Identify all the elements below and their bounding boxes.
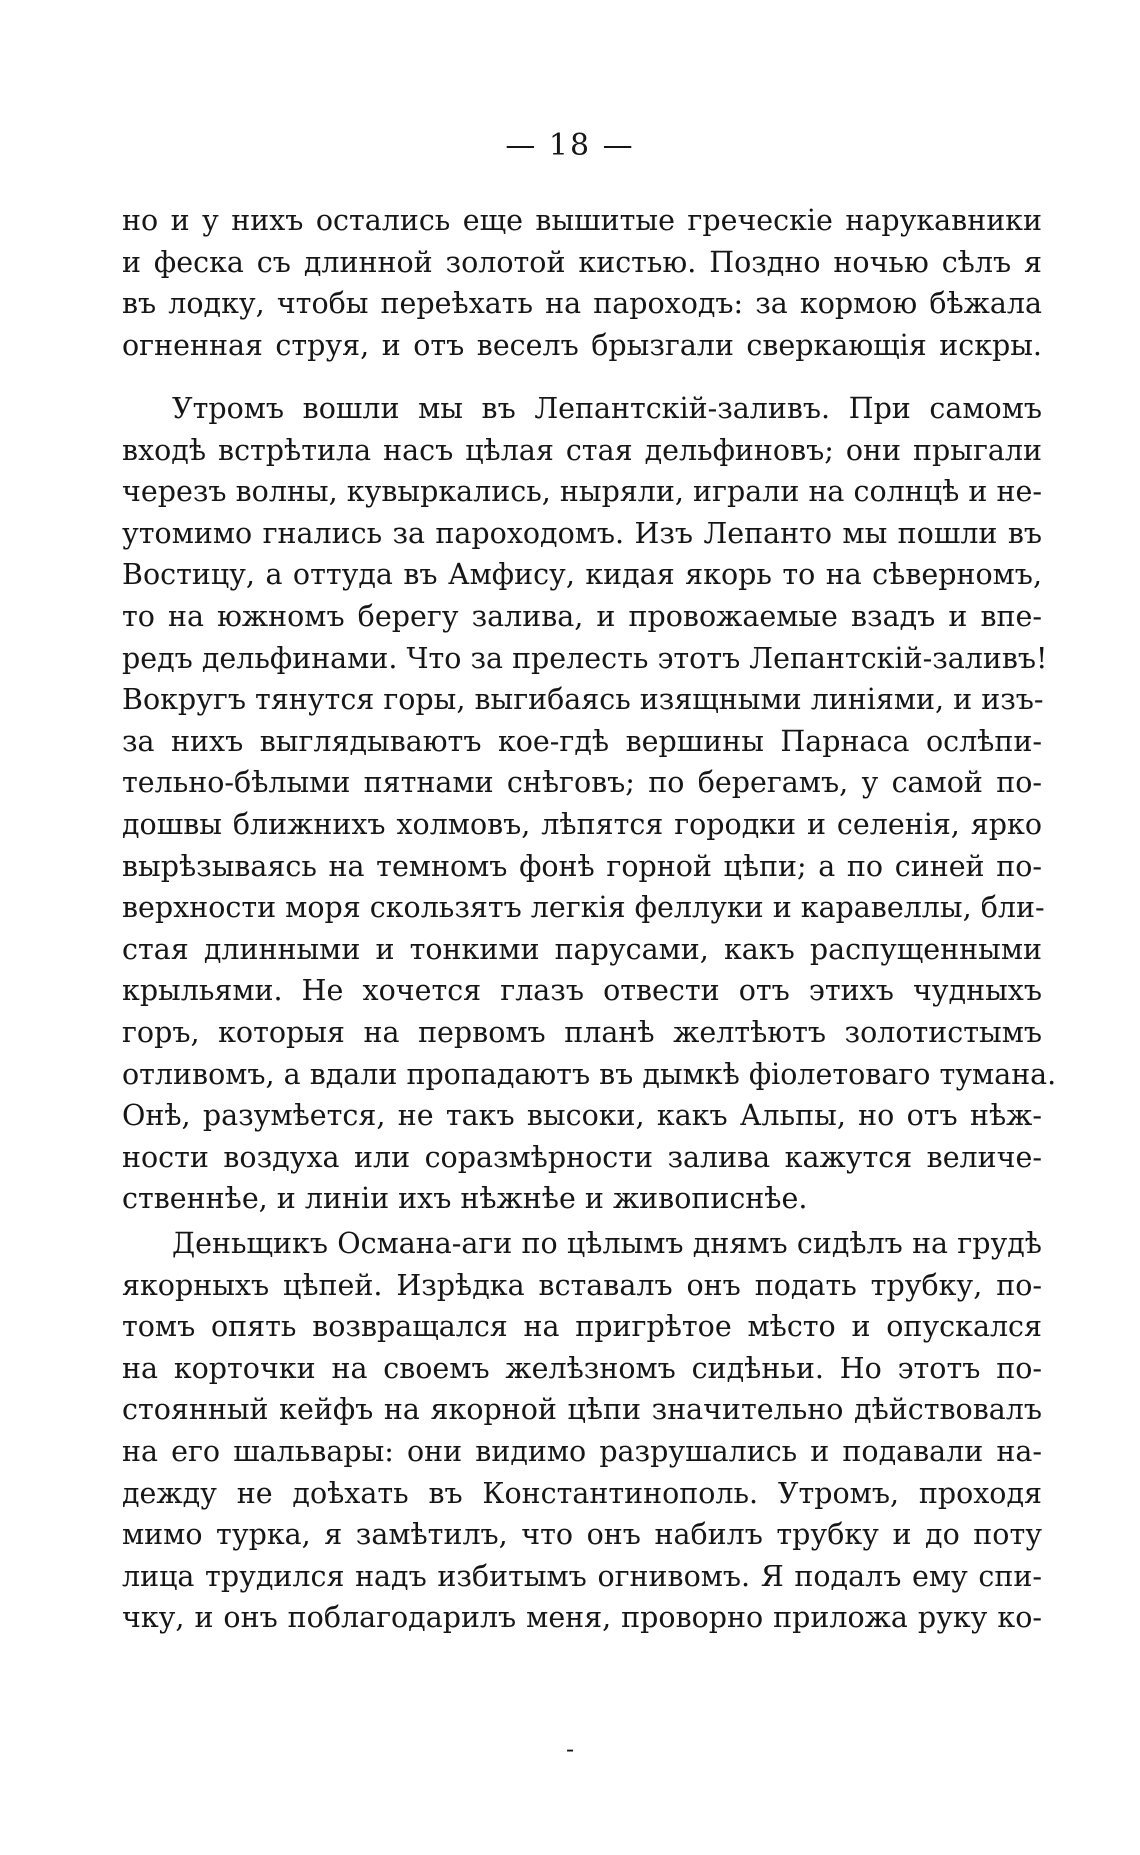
- paragraph-2: [122, 388, 1057, 1220]
- text-line: утомимо гнались за пароходомъ. Изъ Лепанто мы пошли въ: [122, 516, 1042, 550]
- text-line: чку, и онъ поблагодарилъ меня, проворно приложа руку ко-: [122, 1601, 1042, 1635]
- text-line: то на южномъ берегу залива, и провожаемые взадъ и впе-: [122, 599, 1042, 633]
- text-line: Востицу, а оттуда въ Амфису, кидая якорь то на сѣверномъ,: [122, 558, 1042, 592]
- paragraph-3: [122, 1223, 1042, 1639]
- text-line: верхности моря скользятъ легкія феллуки и каравеллы, бли-: [122, 891, 1045, 925]
- text-line: на корточки на своемъ желѣзномъ сидѣньи. Но этотъ по-: [122, 1351, 1042, 1385]
- text-line: Деньщикъ Османа-аги по цѣлымъ днямъ сидѣлъ на грудѣ: [172, 1227, 1042, 1260]
- text-line: дежду не доѣхать въ Константинополь. Утромъ, проходя: [122, 1476, 1042, 1510]
- text-line: томъ опять возвращался на пригрѣтое мѣсто и опускался: [122, 1310, 1042, 1344]
- text-line: стоянный кейфъ на якорной цѣпи значительно дѣйствовалъ: [122, 1393, 1042, 1427]
- text-line: тельно-бѣлыми пятнами снѣговъ; по берегамъ, у самой по-: [122, 766, 1042, 800]
- text-line: лица трудился надъ избитымъ огнивомъ. Я подалъ ему спи-: [122, 1559, 1042, 1593]
- text-line: огненная струя, и отъ веселъ брызгали сверкающія искры.: [122, 328, 1042, 362]
- text-line: отливомъ, а вдали пропадаютъ въ дымкѣ фіолетоваго тумана.: [122, 1057, 1057, 1091]
- text-line: редъ дельфинами. Что за прелесть этотъ Лепантскій-заливъ!: [122, 641, 1048, 675]
- text-line: въ лодку, чтобы переѣхать на пароходъ: за кормою бѣжала: [122, 287, 1042, 321]
- text-line: вырѣзываясь на темномъ фонѣ горной цѣпи; а по синей по-: [122, 849, 1042, 883]
- bottom-mark: -: [565, 1735, 575, 1763]
- text-line: стая длинными и тонкими парусами, какъ распущенными: [122, 932, 1042, 966]
- text-line: якорныхъ цѣпей. Изрѣдка вставалъ онъ подать трубку, по-: [122, 1268, 1042, 1302]
- text-line: Утромъ вошли мы въ Лепантскій-заливъ. При самомъ: [172, 392, 1042, 425]
- text-line: и феска съ длинной золотой кистью. Поздно ночью сѣлъ я: [122, 245, 1042, 279]
- text-line: Онѣ, разумѣется, не такъ высоки, какъ Альпы, но отъ нѣж-: [122, 1099, 1042, 1133]
- text-line: ности воздуха или соразмѣрности залива кажутся величе-: [122, 1140, 1042, 1174]
- page-number: — 18 —: [505, 128, 635, 163]
- text-line: ственнѣе, и линіи ихъ нѣжнѣе и живописнѣе.: [122, 1182, 808, 1216]
- text-line: Вокругъ тянутся горы, выгибаясь изящными линіями, и изъ-: [122, 683, 1044, 717]
- text-line: крыльями. Не хочется глазъ отвести отъ этихъ чудныхъ: [122, 974, 1042, 1008]
- text-line: мимо турка, я замѣтилъ, что онъ набилъ трубку и до поту: [122, 1518, 1042, 1552]
- text-line: на его шальвары: они видимо разрушались и подавали на-: [122, 1434, 1042, 1468]
- text-line: входѣ встрѣтила насъ цѣлая стая дельфиновъ; они прыгали: [122, 433, 1042, 467]
- text-line: за нихъ выглядываютъ кое-гдѣ вершины Парнаса ослѣпи-: [122, 724, 1042, 758]
- text-line: черезъ волны, кувыркались, ныряли, играли на солнцѣ и не-: [122, 475, 1042, 509]
- paragraph-1: [122, 200, 1042, 366]
- text-line: горъ, которыя на первомъ планѣ желтѣютъ золотистымъ: [122, 1015, 1042, 1049]
- text-line: но и у нихъ остались еще вышитые греческіе нарукавники: [122, 204, 1042, 237]
- text-line: дошвы ближнихъ холмовъ, лѣпятся городки и селенія, ярко: [122, 807, 1042, 841]
